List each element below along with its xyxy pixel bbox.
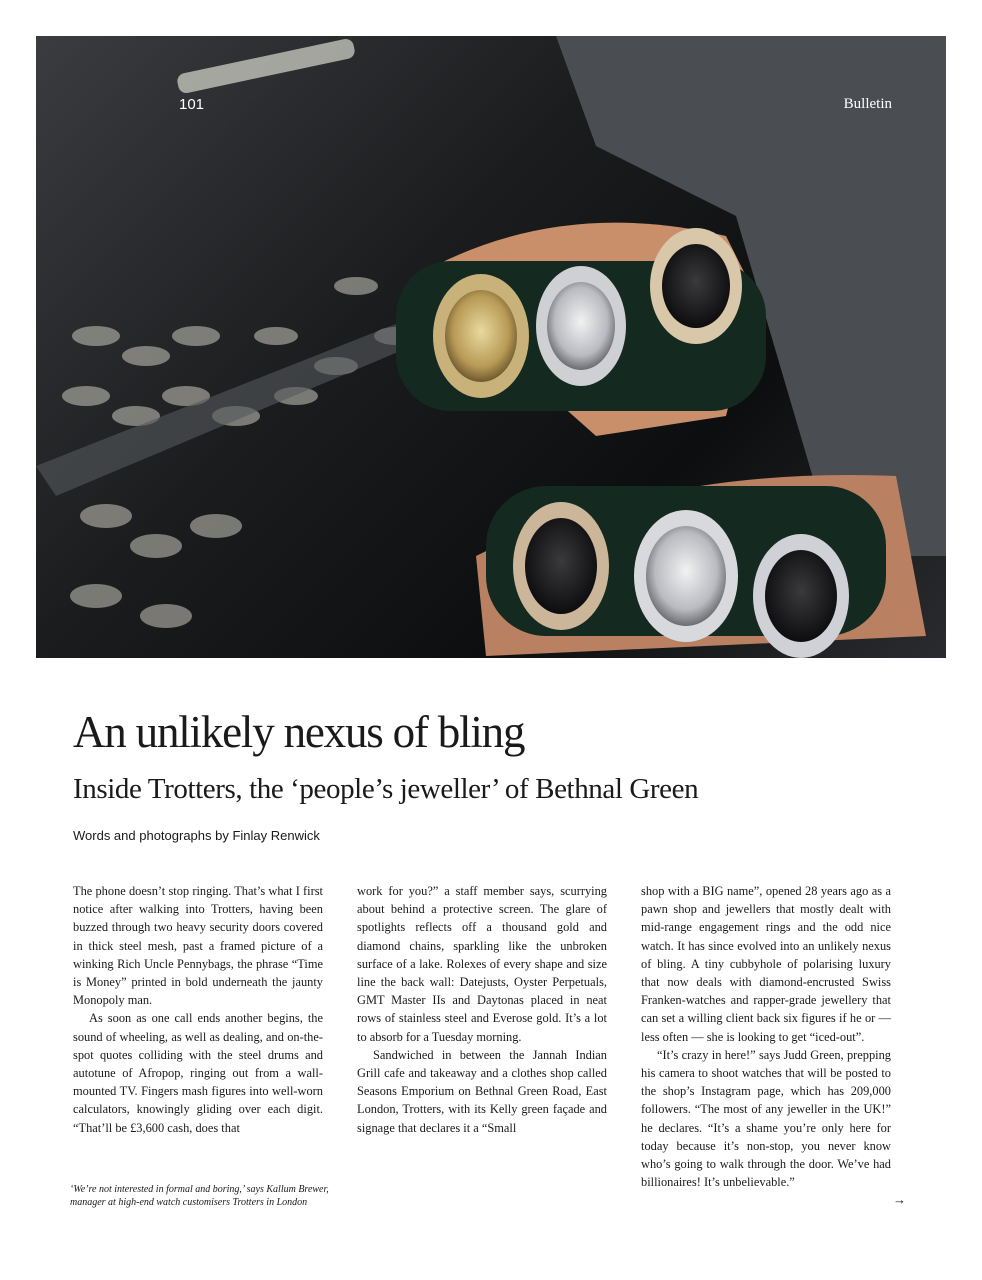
body-column-3 — [641, 882, 891, 1191]
article-subtitle: Inside Trotters, the ‘people’s jeweller’ of Bethnal Green — [73, 773, 699, 805]
continue-arrow-icon: → — [893, 1192, 906, 1207]
paragraph: work for you?” a staff member says, scurrying about behind a protective screen. The glare of spotlights reflects off a thousand gold and diamond chains, sparkling like the unbroken surface of a lake. Rolexes of every shape and size line the back wall: Datejusts, Oyster Perpetuals, GMT Master IIs and Daytonas placed in neat rows of stainless steel and Everose gold. It’s a lot to absorb for a Tuesday morning. — [357, 884, 607, 1044]
hero-photo — [36, 36, 946, 658]
paragraph: shop with a BIG name”, opened 28 years ago as a pawn shop and jewellers that mostly dealt with mid-range engagement rings and the odd nice watch. It has since evolved into an unlikely nexus of bling. A tiny cubbyhole of polarising luxury that now deals with diamond-encrusted Swiss Franken-watches and rapper-grade jewellery that can set a willing client back six figures if he or — less often — she is looking to get “iced-out”. — [641, 884, 891, 1044]
body-column-1 — [73, 882, 323, 1137]
body-column-2 — [357, 882, 607, 1137]
page-number: 101 — [179, 96, 205, 113]
paragraph: Sandwiched in between the Jannah Indian Grill cafe and takeaway and a clothes shop called Seasons Emporium on Bethnal Green Road, East London, Trotters, with its Kelly green façade and signage that declares it a “Small — [357, 1047, 607, 1135]
section-label: Bulletin — [843, 96, 892, 112]
byline: Words and photographs by Finlay Renwick — [73, 828, 320, 843]
paragraph: The phone doesn’t stop ringing. That’s what I first notice after walking into Trotters, having been buzzed through two heavy security doors covered in thick steel mesh, past a framed picture of a winking Rich Uncle Pennybags, the phrase “Time is Money” printed in bold underneath the jaunty Monopoly man. — [73, 884, 323, 1008]
article-title: An unlikely nexus of bling — [73, 707, 525, 757]
watches-photo-illustration — [36, 36, 946, 658]
photo-caption: ‘We’re not interested in formal and boring,’ says Kallum Brewer, manager at high-end watch customisers Trotters in London — [70, 1184, 329, 1208]
paragraph: As soon as one call ends another begins, the sound of wheeling, as well as dealing, and on-the-spot quotes colliding with the steel drums and autotune of Afropop, ringing out from a wall-mounted TV. Fingers mash figures into well-worn calculators, knowingly gliding over each digit. “That’ll be £3,600 cash, does that — [73, 1011, 323, 1135]
paragraph: “It’s crazy in here!” says Judd Green, prepping his camera to shoot watches that will be posted to the shop’s Instagram page, which has 209,000 followers. “The most of any jeweller in the UK!” he declares. “It’s a shame you’re only here for today because it’s non-stop, you never know who’s going to walk through the door. We’ve had billionaires! It’s unbelievable.” — [641, 1047, 891, 1190]
